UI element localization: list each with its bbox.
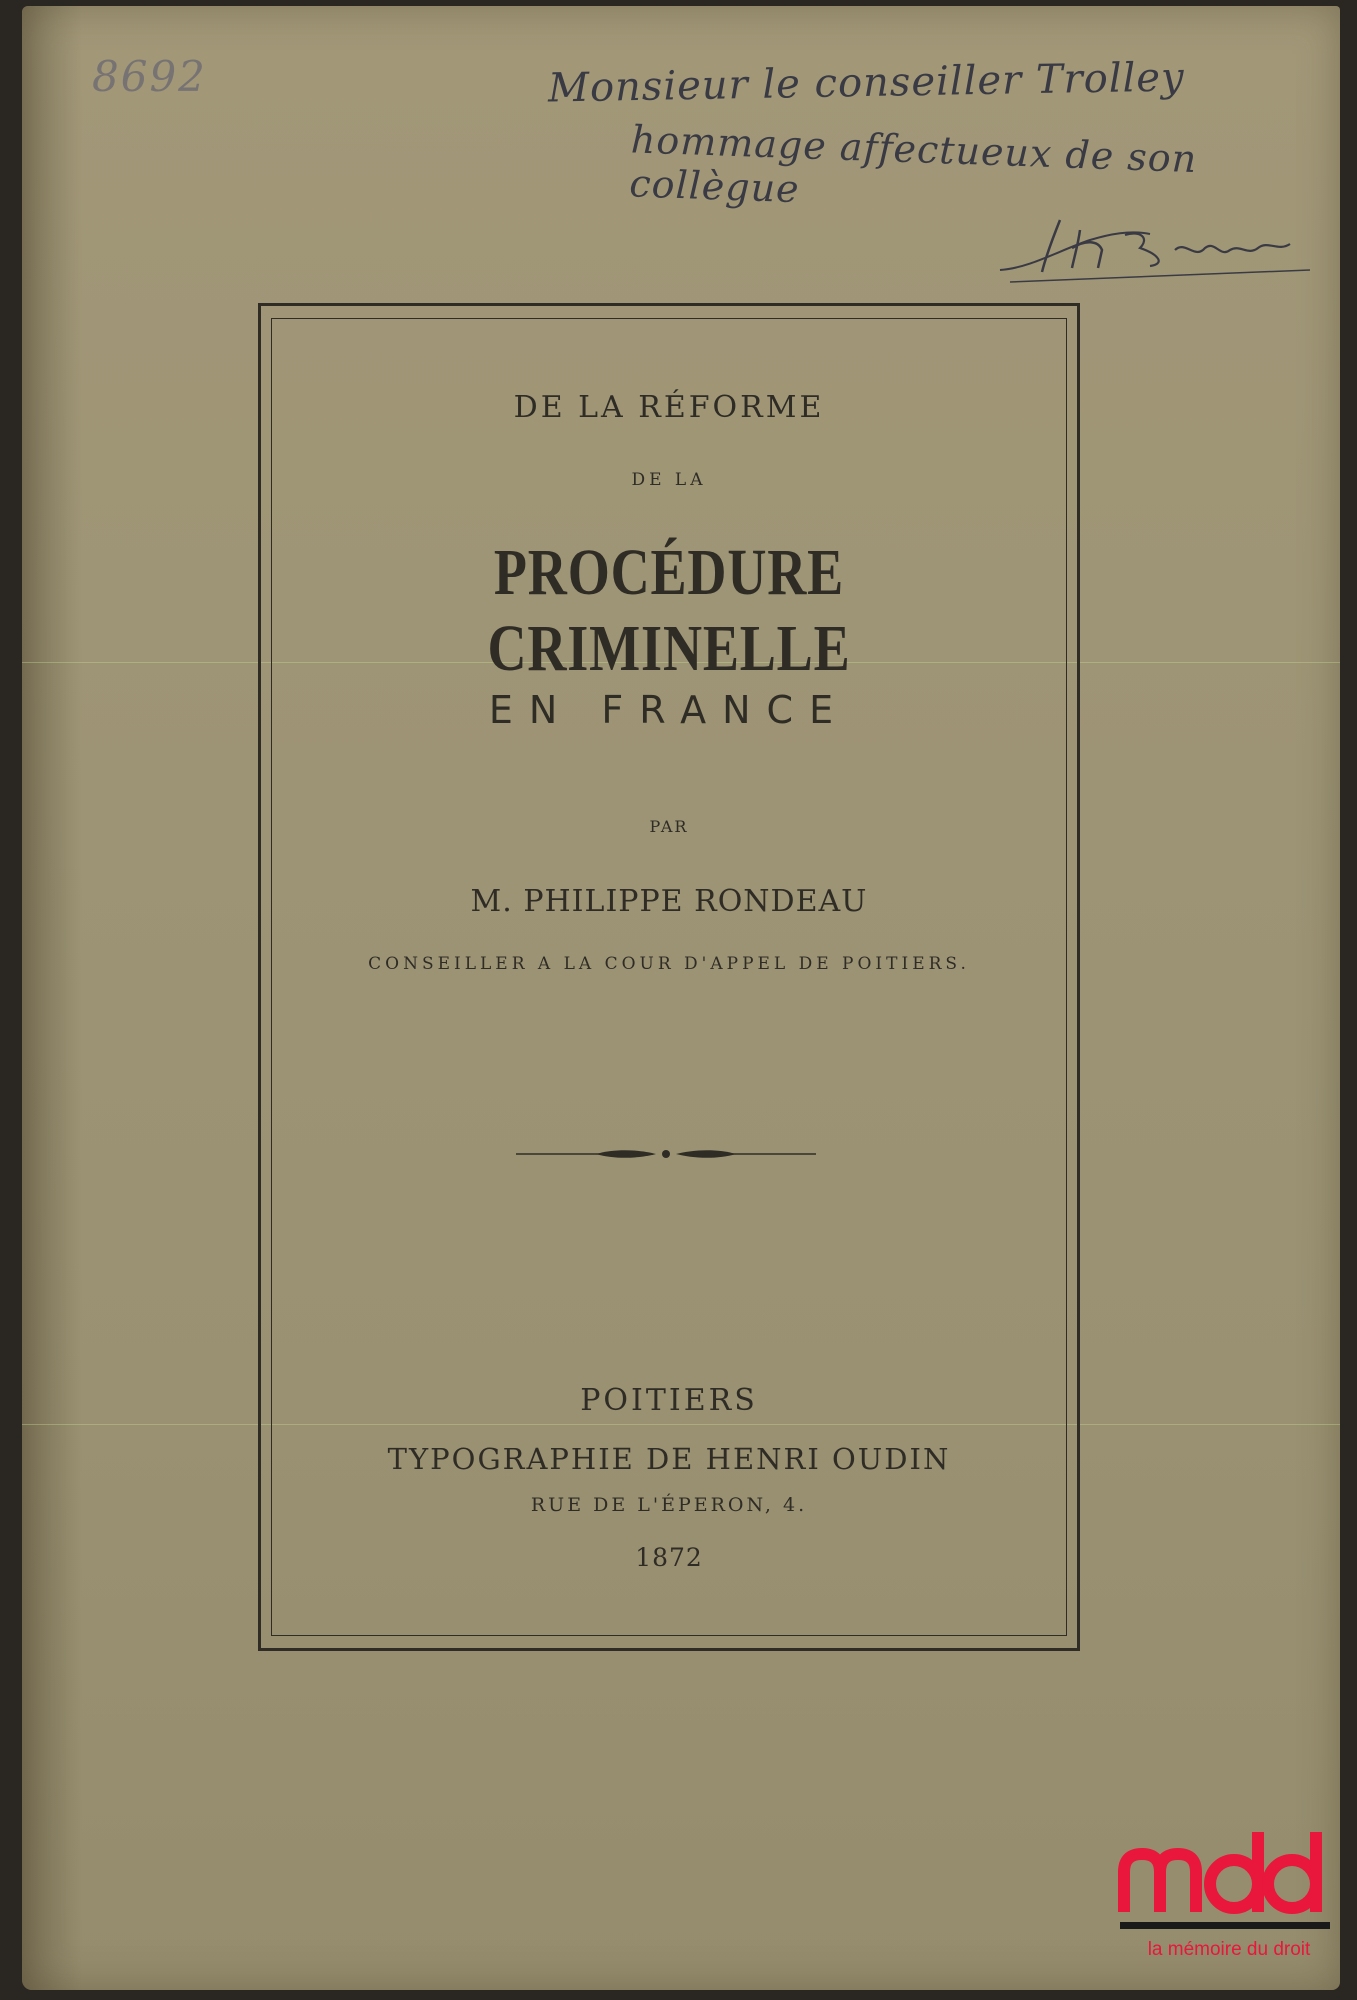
title-line2: DE LA bbox=[631, 470, 707, 490]
title-frame-inner bbox=[271, 318, 1067, 1636]
printer-name: TYPOGRAPHIE DE HENRI OUDIN bbox=[387, 1442, 951, 1476]
handwritten-dedication-line1: Monsieur le conseiller Trolley bbox=[547, 54, 1185, 112]
handwritten-signature bbox=[990, 200, 1320, 290]
handwritten-dedication-line2: hommage affectueux de son collègue bbox=[628, 117, 1198, 212]
call-number: 8692 bbox=[92, 52, 207, 101]
ornament-divider-icon bbox=[516, 1142, 816, 1166]
author-title: CONSEILLER A LA COUR D'APPEL DE POITIERS. bbox=[368, 954, 970, 974]
main-title: PROCÉDURE CRIMINELLE bbox=[487, 536, 851, 685]
by-label: PAR bbox=[649, 817, 689, 836]
title-line1: DE LA RÉFORME bbox=[513, 390, 825, 425]
watermark-tagline: la mémoire du droit bbox=[1147, 1939, 1311, 1960]
author-name: M. PHILIPPE RONDEAU bbox=[470, 884, 868, 919]
publication-city: POITIERS bbox=[580, 1383, 758, 1418]
printer-address: RUE DE L'ÉPERON, 4. bbox=[530, 1494, 808, 1516]
publication-year: 1872 bbox=[635, 1543, 703, 1572]
title-line4: EN FRANCE bbox=[488, 688, 850, 732]
mdd-logo-icon bbox=[1116, 1822, 1336, 1932]
